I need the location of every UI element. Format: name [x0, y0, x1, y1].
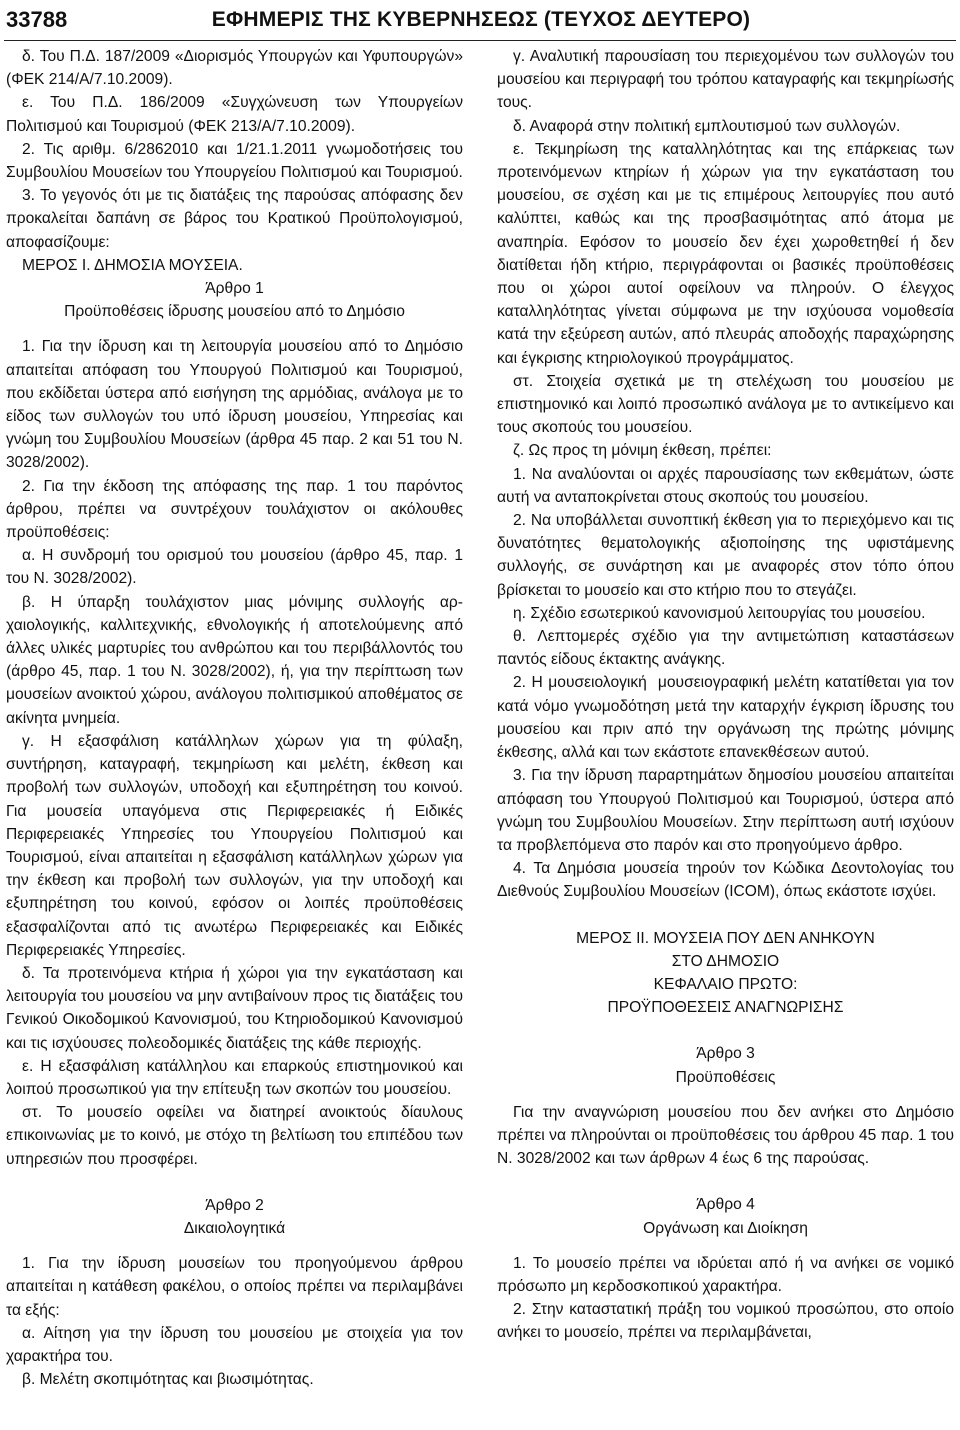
paragraph: ζ. Ως προς τη μόνιμη έκθεση, πρέπει:	[513, 442, 772, 460]
paragraph: ε. Τεκμηρίωση της καταλληλότητας και της επάρκειας των προτεινόμενων κτηρίων ή χώρων για την εγκατάσταση του μουσείου, σε σχέση και με τις επιμέρους λειτουργίες που αυτό καλύπτει, καθώς και της προσβασιμότητας από άτομα με αναπηρία. Εφόσον το μουσείο δεν έχει χωροθετηθεί ή δεν διατίθεται ήδη κτήριο, περιγράφονται οι βασικές προϋποθέσεις που οι χώροι αυτοί οφείλουν να πληρούν. Ο έλεγχος καταλληλότητας γίνεται σύμφωνα με την ισχύουσα νομοθεσία κατά την εξεύρεση αυτών, από πλευράς αποδοχής παραχώρησης και έγκρισης κτηριολογικού προγράμματος.	[497, 140, 954, 367]
paragraph: δ. Του Π.Δ. 187/2009 «Διορισμός Υπουργών και Υφυπουργών» (ΦΕΚ 214/Α/7.10.2009).	[6, 48, 463, 89]
paragraph: θ. Λεπτομερές σχέδιο για την αντιμετώπιση καταστάσεων παντός είδους έκτακτης ανάγκης.	[497, 628, 954, 669]
paragraph: 4. Τα Δημόσια μουσεία τηρούν τον Κώδικα Δεοντολογίας του Διεθνούς Συμβουλίου Μουσείων (ICOM), όπως εκάστοτε ισχύει.	[497, 860, 954, 901]
paragraph: α. Αίτηση για την ίδρυση του μουσείου με στοιχεία για τον χαρακτήρα του.	[6, 1324, 463, 1365]
part-heading: ΜΕΡΟΣ Ι. ΔΗΜΟΣΙΑ ΜΟΥΣΕΙΑ.	[22, 256, 243, 274]
left-column	[6, 45, 463, 1391]
paragraph: 2. Η μουσειολογική μουσειογραφική μελέτη κατατίθεται για τον κατά νόμο γνωμοδότηση μετά την καταρχήν έγκριση ίδρυσης του μουσείου και πριν από την οργάνωση της πρώτης μόνιμης έκθεσης, αλλά και των εκάστοτε επανεκθέσεων αυτού.	[497, 674, 954, 762]
paragraph: ε. Η εξασφάλιση κατάλληλου και επαρκούς επιστημονικού και λοιπού προσωπικού για την επίτευξη των σκοπών του μουσείου.	[6, 1057, 463, 1098]
article-title: Άρθρο 2	[205, 1196, 264, 1214]
part-heading: ΣΤΟ ΔΗΜΟΣΙΟ	[671, 952, 780, 970]
paragraph: 2. Για την έκδοση της απόφασης της παρ. 1 του παρόντος άρθρου, πρέπει να συντρέχουν τουλάχιστον οι ακόλουθες προϋποθέσεις:	[6, 477, 463, 542]
paragraph: δ. Τα προτεινόμενα κτήρια ή χώροι για την εγκατάσταση και λειτουργία του μουσείου να μην αντιβαίνουν προς τις διατάξεις του Γενικού Οικοδομικού Κανονισμού, του Κτηριοδομικού Κανονισμού και τις ισχύουσες πολεοδομικές διατάξεις της κάθε περιοχής.	[6, 964, 463, 1052]
paragraph: 1. Να αναλύονται οι αρχές παρουσίασης των εκθεμάτων, ώστε αυτή να ανταποκρίνεται στους σκοπούς του μουσείου.	[497, 465, 954, 506]
article-title: Άρθρο 3	[696, 1045, 755, 1063]
part-heading: ΜΕΡΟΣ ΙΙ. ΜΟΥΣΕΙΑ ΠΟΥ ΔΕΝ ΑΝΗΚΟΥΝ	[576, 929, 875, 947]
page-header	[4, 0, 956, 41]
paragraph: 2. Στην καταστατική πράξη του νομικού προσώπου, στο οποίο ανήκει το μουσείο, πρέπει να περιλαμβάνεται,	[497, 1301, 954, 1342]
chapter-heading: ΠΡΟΫΠΟΘΕΣΕΙΣ ΑΝΑΓΝΩΡΙΣΗΣ	[607, 999, 844, 1017]
paragraph: 3. Το γεγονός ότι με τις διατάξεις της παρούσας απόφασης δεν προκαλείται δαπάνη σε βάρος του Κρατικού Προϋπολογισμού, αποφασίζουμε:	[6, 187, 463, 251]
right-column	[497, 45, 954, 1391]
paragraph: στ. Στοιχεία σχετικά με τη στελέχωση του μουσείου με επιστημονικό και λοιπό προσωπικό ανάλογα με το αντικείμενο και τους σκοπούς του μουσείου.	[497, 372, 954, 437]
paragraph: 1. Το μουσείο πρέπει να ιδρύεται από ή να ανήκει σε νομικό πρόσωπο μη κερδοσκοπικού χαρακτήρα.	[497, 1254, 954, 1295]
paragraph: Για την αναγνώριση μουσείου που δεν ανήκει στο Δημόσιο πρέπει να πληρούνται οι προϋποθέσεις του άρθρου 45 παρ. 1 του Ν. 3028/2002 και των άρθρων 4 έως 6 της παρούσας.	[497, 1103, 954, 1168]
article-heading: Οργάνωση και Διοίκηση	[643, 1219, 808, 1237]
chapter-heading: ΚΕΦΑΛΑΙΟ ΠΡΩΤΟ:	[653, 975, 798, 993]
paragraph: γ. Η εξασφάλιση κατάλληλων χώρων για τη φύλαξη, συντήρηση, καταγραφή, τεκμηρίωση και μελέτη, έκθεση και προβολή των συλλογών, υποδοχή και εξυπηρέτηση του κοινού. Για μουσεία υπαγόμενα στις Περιφερειακές ή Ειδικές Περιφερειακές Υπηρεσίες του Υπουργείου Πολιτισμού και Τουρισμού, είναι απαιτείται η εξασφάλιση κατάλληλων χώρων για την έκθεση και προβολή των συλλογών, για την υποδοχή και εξυπηρέτηση του κοινού, εφόσον οι λοιπές προϋποθέσεις εξασφαλίζονται από τις ανωτέρω Περιφερειακές και Ειδικές Περιφερειακές Υπηρεσίες.	[6, 732, 463, 959]
paragraph: στ. Το μουσείο οφείλει να διατηρεί ανοικτούς δίαυλους επικοινωνίας με το κοινό, με στόχο τη βελτίωση του επιπέδου των υπηρεσιών που προσφέρει.	[6, 1104, 463, 1168]
paragraph: β. Η ύπαρξη τουλάχιστον μιας μόνιμης συλλογής αρχαιολογικής, καλλιτεχνικής, εθνολογικής ή αποτελούμενης από άλλες υλικές μαρτυρίες του ανθρώπου και του περιβάλλοντός του (άρθρο 45, παρ. 1 του Ν. 3028/2002), ή, για την περίπτωση των μουσείων ανοικτού χώρου, ανάλογου πολιτισμικού αποθέματος σε ακίνητα μνημεία.	[6, 593, 463, 727]
paragraph: η. Σχέδιο εσωτερικού κανονισμού λειτουργίας του μουσείου.	[513, 604, 926, 622]
paragraph: β. Μελέτη σκοπιμότητας και βιωσιμότητας.	[22, 1371, 314, 1389]
article-heading: Προϋποθέσεις ίδρυσης μουσείου από το Δημόσιο	[64, 303, 405, 321]
article-title: Άρθρο 1	[205, 280, 264, 298]
gazette-title: ΕΦΗΜΕΡΙΣ ΤΗΣ ΚΥΒΕΡΝΗΣΕΩΣ (ΤΕΥΧΟΣ ΔΕΥΤΕΡΟ)	[211, 8, 751, 31]
page-number: 33788	[6, 7, 68, 32]
article-heading: Δικαιολογητικά	[183, 1219, 286, 1237]
paragraph: 1. Για την ίδρυση και τη λειτουργία μουσείου από το Δημόσιο απαιτείται απόφαση του Υπουργού Πολιτισμού και Τουρισμού, που εκδίδεται ύστερα από εισήγηση της αρμόδιας, ανάλογα με το είδος των συλλογών του υπό ίδρυση μουσείου, Υπηρεσίας και γνώμη του Συμβουλίου Μουσείων (άρθρα 45 παρ. 2 και 51 του Ν. 3028/2002).	[6, 338, 463, 472]
article-title: Άρθρο 4	[696, 1196, 755, 1214]
paragraph: 3. Για την ίδρυση παραρτημάτων δημοσίου μουσείου απαιτείται απόφαση του Υπουργού Πολιτισμού και Τουρισμού, ύστερα από γνώμη του Συμβουλίου Μουσείων. Στην περίπτωση αυτή ισχύουν τα προβλεπόμενα στο παρόν και στο προηγούμενο άρθρο.	[497, 767, 954, 854]
paragraph: 2. Να υποβάλλεται συνοπτική έκθεση για το περιεχόμενο και τις δυνατότητες θεματολογικής αξιοποίησης της υφιστάμενης συλλογής, σε συνάρτηση και με αναφορές στον τόπο όπου βρίσκεται το μουσείο και στο κτήριο που το στεγάζει.	[497, 512, 954, 599]
paragraph: ε. Του Π.Δ. 186/2009 «Συγχώνευση των Υπουργείων Πολιτισμού και Τουρισμού (ΦΕΚ 213/Α/7.10.2009).	[6, 94, 463, 135]
paragraph: δ. Αναφορά στην πολιτική εμπλουτισμού των συλλογών.	[513, 117, 901, 135]
paragraph: 2. Τις αριθμ. 6/2862010 και 1/21.1.2011 γνωμοδοτήσεις του Συμβουλίου Μουσείων του Υπουργείου Πολιτισμού και Τουρισμού.	[6, 140, 463, 182]
paragraph: 1. Για την ίδρυση μουσείων του προηγούμενου άρθρου απαιτείται η κατάθεση φακέλου, ο οποίος πρέπει να περιλαμβάνει τα εξής:	[6, 1255, 463, 1319]
text-columns	[6, 45, 954, 1391]
article-heading: Προϋποθέσεις	[675, 1068, 776, 1086]
paragraph: γ. Αναλυτική παρουσίαση του περιεχομένου των συλλογών του μουσείου και περιγραφή του τρόπου καταγραφής και τεκμηρίωσής τους.	[497, 48, 954, 112]
paragraph: α. Η συνδρομή του ορισμού του μουσείου (άρθρο 45, παρ. 1 του Ν. 3028/2002).	[6, 547, 463, 588]
